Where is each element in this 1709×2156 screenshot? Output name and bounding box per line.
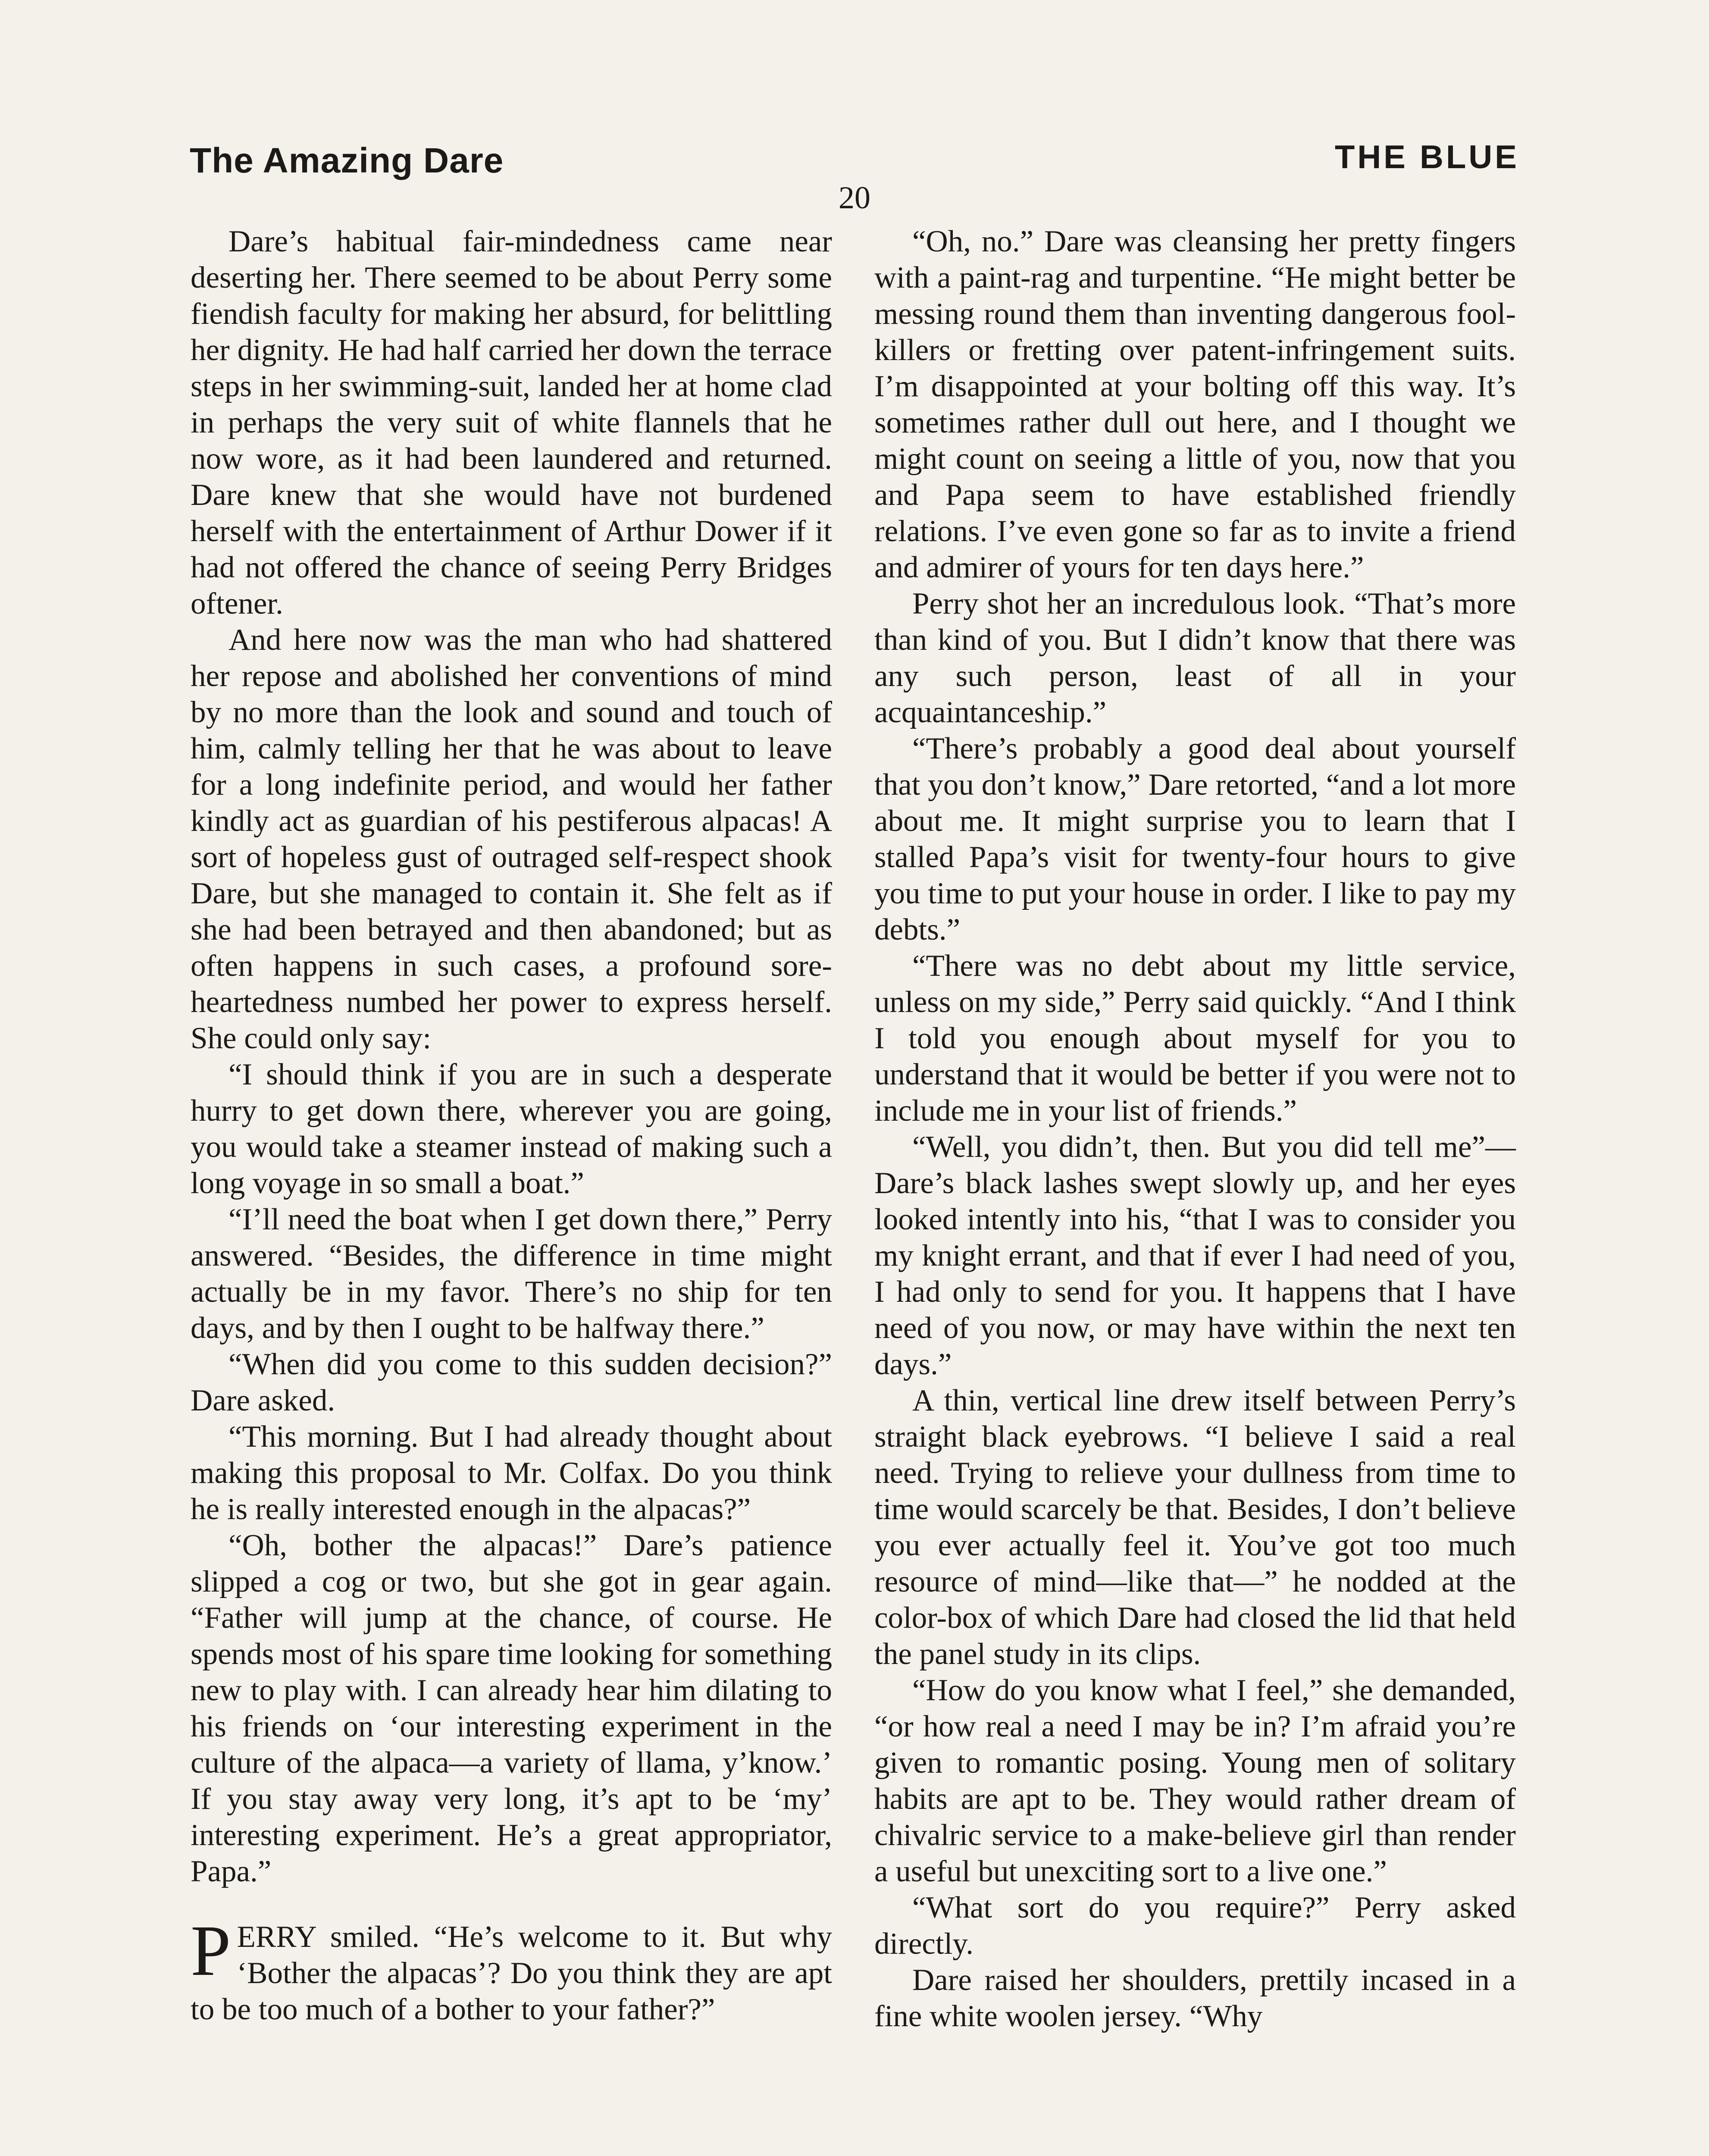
paragraph: “There’s probably a good deal about yourself that you don’t know,” Dare retorted, “and a lot more about me. It might surprise you to learn that I stalled Papa’s visit for twenty-four hours to give you time to put your house in order. I like to pay my debts.” [874, 732, 1516, 946]
paragraph: “This morning. But I had already thought about making this proposal to Mr. Colfax. Do you think he is really interested enough in the alpacas?” [191, 1420, 832, 1526]
running-title-right: THE BLUE [1335, 139, 1519, 175]
paragraph: “When did you come to this sudden decision?” Dare asked. [191, 1348, 832, 1417]
paragraph: Dare raised her shoulders, prettily incased in a fine white woolen jersey. “Why [874, 1963, 1516, 2033]
paragraph: A thin, vertical line drew itself between Perry’s straight black eyebrows. “I believe I said a real need. Trying to relieve your dullness from time to time would scarcely be that. Besides, I don’t believe you ever actually feel it. You’ve got too much resource of mind—like that—” he nodded at the color-box of which Dare had closed the lid that held the panel study in its clips. [874, 1384, 1516, 1671]
paragraph: “There was no debt about my little service, unless on my side,” Perry said quickly. “And I think I told you enough about myself for you to understand that it would be better if you were not to include me in your list of friends.” [874, 949, 1516, 1128]
paragraph: And here now was the man who had shattered her repose and abolished her conventions of mind by no more than the look and sound and touch of him, calmly telling her that he was about to leave for a long indefinite period, and would her father kindly act as guardian of his pestiferous alpacas! A sort of hopeless gust of outraged self-respect shook Dare, but she managed to contain it. She felt as if she had been betrayed and then abandoned; but as often happens in such cases, a profound sore-heartedness numbed her power to express herself. She could only say: [191, 623, 832, 1055]
drop-cap: P [191, 1911, 231, 1991]
dropcap-paragraph [191, 1911, 832, 2028]
right-column [874, 223, 1516, 2034]
paragraph: “I should think if you are in such a desperate hurry to get down there, wherever you are going, you would take a steamer instead of making such a long voyage in so small a boat.” [191, 1058, 832, 1200]
page-header [190, 137, 1519, 185]
paragraph: “Oh, bother the alpacas!” Dare’s patience slipped a cog or two, but she got in gear again. “Father will jump at the chance, of course. He spends most of his spare time looking for something new to play with. I can already hear him dilating to his friends on ‘our interesting experiment in the culture of the alpaca—a variety of llama, y’know.’ If you stay away very long, it’s apt to be ‘my’ interesting experiment. He’s a great appropriator, Papa.” [191, 1529, 832, 1888]
paragraph: Dare’s habitual fair-mindedness came near deserting her. There seemed to be about Perry some fiendish faculty for making her absurd, for belittling her dignity. He had half carried her down the terrace steps in her swimming-suit, landed her at home clad in perhaps the very suit of white flannels that he now wore, as it had been laundered and returned. Dare knew that she would have not burdened herself with the entertainment of Arthur Dower if it had not offered the chance of seeing Perry Bridges oftener. [191, 225, 832, 620]
paragraph: Perry shot her an incredulous look. “That’s more than kind of you. But I didn’t know that there was any such person, least of all in your acquaintanceship.” [874, 587, 1516, 729]
paragraph: “I’ll need the boat when I get down there,” Perry answered. “Besides, the difference in time might actually be in my favor. There’s no ship for ten days, and by then I ought to be halfway there.” [191, 1203, 832, 1345]
paragraph: “What sort do you require?” Perry asked directly. [874, 1891, 1516, 1961]
left-column [191, 223, 832, 2028]
paragraph: “Well, you didn’t, then. But you did tell me”— Dare’s black lashes swept slowly up, and her eyes looked intently into his, “that I was to consider you my knight errant, and that if ever I had need of you, I had only to send for you. It happens that I have need of you now, or may have within the next ten days.” [874, 1130, 1516, 1381]
paragraph: “How do you know what I feel,” she demanded, “or how real a need I may be in? I’m afraid you’re given to romantic posing. Young men of solitary habits are apt to be. They would rather dream of chivalric service to a make-believe girl than render a useful but unexciting sort to a live one.” [874, 1673, 1516, 1888]
dropcap-paragraph-text: ERRY smiled. “He’s welcome to it. But why ‘Bother the alpacas’? Do you think they are apt to be too much of a bother to your father?” [191, 1920, 832, 2026]
page-number: 20 [839, 180, 870, 216]
paragraph: “Oh, no.” Dare was cleansing her pretty fingers with a paint-rag and turpentine. “He might better be messing round them than inventing dangerous fool-killers or fretting over patent-infringement suits. I’m disappointed at your bolting off this way. It’s sometimes rather dull out here, and I thought we might count on seeing a little of you, now that you and Papa seem to have established friendly relations. I’ve even gone so far as to invite a friend and admirer of yours for ten days here.” [874, 225, 1516, 584]
running-title-left: The Amazing Dare [190, 141, 504, 180]
